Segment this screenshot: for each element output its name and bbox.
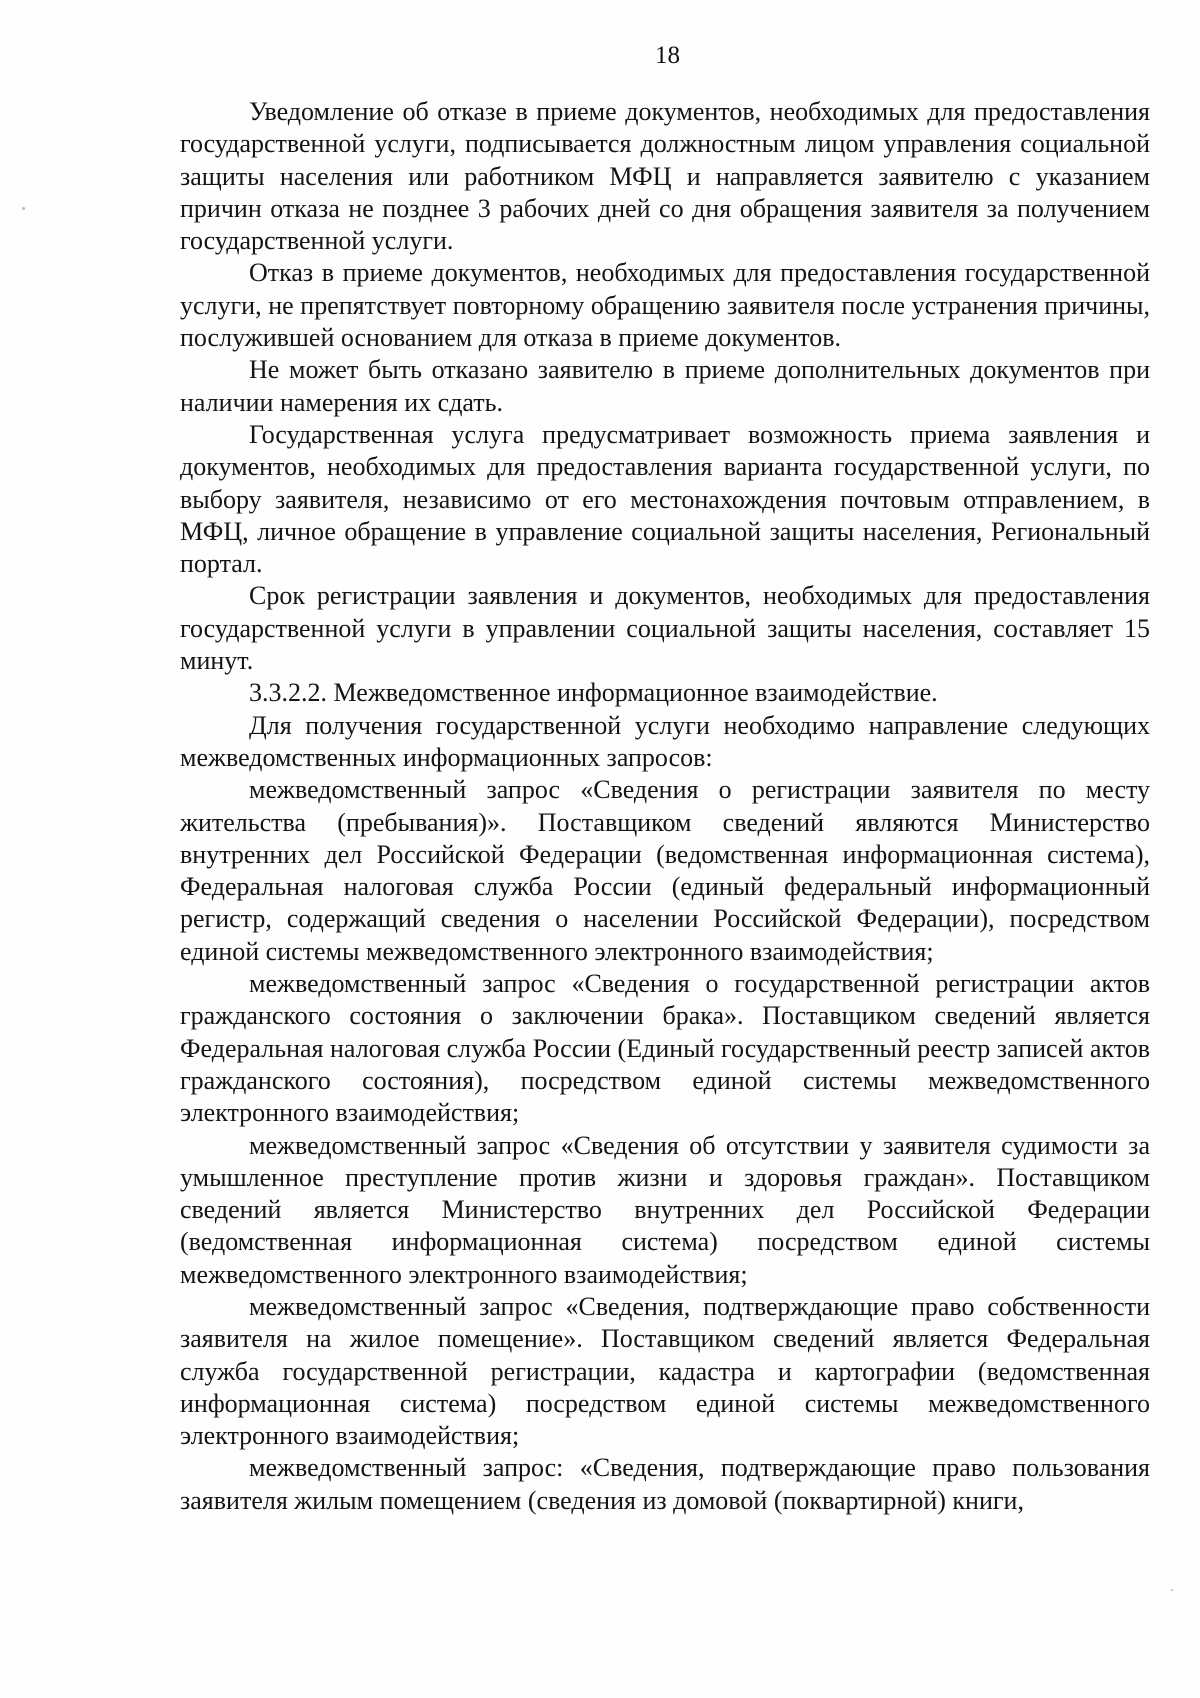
paragraph-submission-methods: Государственная услуга предусматривает возможность приема заявления и документов, необходимых для предоставления варианта государственной услуги, по выбору заявителя, независимо от его местонахождения почтовым отправлением, в МФЦ, личное обращение в управление социальной защиты населения, Региональный портал. xyxy=(180,419,1150,579)
page-number: 18 xyxy=(655,42,680,69)
paragraph-registration-term: Срок регистрации заявления и документов, необходимых для предоставления государственной услуги в управлении социальной защиты населения, составляет 15 минут. xyxy=(180,581,1150,676)
list-item-request-criminal-record: межведомственный запрос «Сведения об отсутствии у заявителя судимости за умышленное преступление против жизни и здоровья граждан». Поставщиком сведений является Министерство внутренних дел Российской Федерации (ведомственная информационная система) посредством единой системы межведомственного электронного взаимодействия; xyxy=(180,1130,1150,1289)
paragraph-refusal-no-obstacle: Отказ в приеме документов, необходимых для предоставления государственной услуги, не препятствует повторному обращению заявителя после устранения причины, послужившей основанием для отказа в приеме документов. xyxy=(180,258,1150,353)
paragraph-additional-documents: Не может быть отказано заявителю в приеме дополнительных документов при наличии намерения их сдать. xyxy=(180,355,1150,417)
list-item-request-residence: межведомственный запрос «Сведения о регистрации заявителя по месту жительства (пребывания)». Поставщиком сведений являются Министерство внутренних дел Российской Федерации (ведомственная информационная система), Федеральная налоговая служба России (единый федеральный информационный регистр, содержащий сведения о населении Российской Федерации), посредством единой системы межведомственного электронного взаимодействия; xyxy=(180,775,1150,966)
body-text xyxy=(180,96,1150,1517)
scan-speck xyxy=(1171,1589,1173,1591)
list-item-request-marriage: межведомственный запрос «Сведения о государственной регистрации актов гражданского состояния о заключении брака». Поставщиком сведений является Федеральная налоговая служба России (Единый государственный реестр записей актов гражданского состояния), посредством единой системы межведомственного электронного взаимодействия; xyxy=(180,969,1150,1128)
list-item-request-usage-right: межведомственный запрос: «Сведения, подтверждающие право пользования заявителя жилым помещением (сведения из домовой (поквартирной) книги, xyxy=(180,1453,1150,1515)
paragraph-refusal-notice: Уведомление об отказе в приеме документов, необходимых для предоставления государственной услуги, подписывается должностным лицом управления социальной защиты населения или работником МФЦ и направляется заявителю с указанием причин отказа не позднее 3 рабочих дней со дня обращения заявителя за получением государственной услуги. xyxy=(180,97,1150,256)
list-item-request-ownership: межведомственный запрос «Сведения, подтверждающие право собственности заявителя на жилое помещение». Поставщиком сведений является Федеральная служба государственной регистрации, кадастра и картографии (ведомственная информационная система) посредством единой системы межведомственного электронного взаимодействия; xyxy=(180,1291,1150,1451)
paragraph-requests-intro: Для получения государственной услуги необходимо направление следующих межведомственных информационных запросов: xyxy=(180,710,1150,772)
scan-speck xyxy=(22,207,25,210)
section-heading-interagency: 3.3.2.2. Межведомственное информационное взаимодействие. xyxy=(249,678,938,708)
